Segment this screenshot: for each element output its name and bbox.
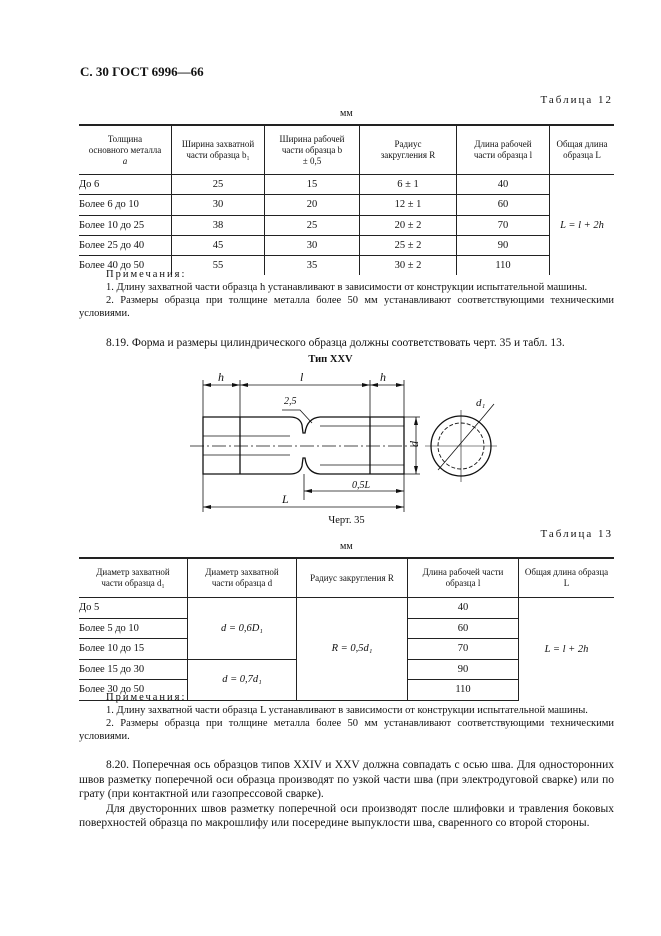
figure-type-label: Тип XXV xyxy=(308,354,353,365)
cell: 55 xyxy=(172,256,265,276)
notes13 xyxy=(79,691,614,743)
page-header: С. 30 ГОСТ 6996—66 xyxy=(80,64,204,79)
dim-total-l: L xyxy=(282,492,289,506)
cell: 25 xyxy=(172,175,265,195)
table13-unit: мм xyxy=(340,541,353,552)
cell: 40 xyxy=(408,598,519,619)
paragraph: Для двусторонних швов разметку поперечной оси производят после шлифовки и травления боковых поверхностей образца по макрошлифу или посередине выпуклости шва, сваренного со второй стороны. xyxy=(79,802,614,829)
note-item: 1. Длину захватной части образца h устанавливают в зависимости от конструкции испытательной машины. xyxy=(106,282,588,293)
cell: 40 xyxy=(457,175,550,195)
specimen-end-view xyxy=(425,404,497,482)
notes-title: Примечания: xyxy=(106,692,187,703)
col-header: Диаметр захватной части образца d₁ xyxy=(79,558,188,598)
paragraph-8-20 xyxy=(79,758,614,831)
paragraph-8-19: 8.19. Форма и размеры цилиндрического образца должны соответствовать черт. 35 и табл. 13. xyxy=(106,337,565,349)
table12-unit: мм xyxy=(340,108,353,119)
col-header: Ширина захватной части образца b₁ xyxy=(172,125,265,175)
col-header: Радиус закругления R xyxy=(297,558,408,598)
cell: Более 30 до 50 xyxy=(79,680,188,701)
cell: 35 xyxy=(265,256,360,276)
cell: 25 ± 2 xyxy=(360,235,457,255)
cell: 30 xyxy=(172,195,265,215)
cell: 15 xyxy=(265,175,360,195)
cell: 25 xyxy=(265,215,360,235)
d-formula-1: d = 0,6D₁ xyxy=(188,598,297,660)
figure-caption: Черт. 35 xyxy=(328,515,365,526)
dim-half-l: 0,5L xyxy=(352,480,371,491)
cell: Более 5 до 10 xyxy=(79,618,188,639)
col-header: Общая длина образца L xyxy=(519,558,615,598)
dim-d1: d₁ xyxy=(476,397,486,409)
radius-formula: R = 0,5d₁ xyxy=(297,598,408,701)
cell: 6 ± 1 xyxy=(360,175,457,195)
cell: 90 xyxy=(457,235,550,255)
cell: 12 ± 1 xyxy=(360,195,457,215)
total-length-formula: L = l + 2h xyxy=(519,598,615,701)
table13-label: Таблица 13 xyxy=(540,528,613,540)
col-header: Диаметр захватной части образца d xyxy=(188,558,297,598)
col-header: Толщина основного металла a xyxy=(79,125,172,175)
col-header: Длина рабочей части образца l xyxy=(457,125,550,175)
dim-l: l xyxy=(300,370,304,384)
cell: 90 xyxy=(408,659,519,680)
cell: До 6 xyxy=(79,175,172,195)
cell: Более 10 до 15 xyxy=(79,639,188,660)
col-header: Длина рабочей части образца l xyxy=(408,558,519,598)
total-length-formula: L = l + 2h xyxy=(550,175,615,276)
cell: 45 xyxy=(172,235,265,255)
cell: 30 ± 2 xyxy=(360,256,457,276)
d-formula-2: d = 0,7d₁ xyxy=(188,659,297,700)
cell: 110 xyxy=(408,680,519,701)
paragraph: 8.20. Поперечная ось образцов типов XXIV и XXV должна совпадать с осью шва. Для односторонних швов разметку поперечной оси образца производят по узкой части шва (при электродуговой сварке) или по грату (при контактной или газопрессовой сварке). xyxy=(79,759,614,800)
specimen-side-view xyxy=(190,417,418,474)
cell: Более 40 до 50 xyxy=(79,256,172,276)
dim-radius: 2,5 xyxy=(284,396,297,407)
note-item: 1. Длину захватной части образца L устанавливают в зависимости от конструкции испытательной машины. xyxy=(106,705,588,716)
dim-h-right: h xyxy=(380,370,386,384)
cell: До 5 xyxy=(79,598,188,619)
notes-title: Примечания: xyxy=(106,269,187,280)
col-header: Ширина рабочей части образца b ± 0,5 xyxy=(265,125,360,175)
dim-d: d xyxy=(407,441,421,447)
cell: Более 10 до 25 xyxy=(79,215,172,235)
note-item: 2. Размеры образца при толщине металла более 50 мм устанавливают соответствующими техническими условиями. xyxy=(79,295,614,319)
note-item: 2. Размеры образца при толщине металла более 50 мм устанавливают соответствующими техническими условиями. xyxy=(79,718,614,742)
dim-h-left: h xyxy=(218,370,224,384)
cell: 110 xyxy=(457,256,550,276)
col-header: Общая длина образца L xyxy=(550,125,615,175)
cell: 20 xyxy=(265,195,360,215)
specimen-outline xyxy=(203,417,404,474)
table12-label: Таблица 12 xyxy=(540,94,613,106)
cell: 20 ± 2 xyxy=(360,215,457,235)
cell: 70 xyxy=(408,639,519,660)
cell: 60 xyxy=(408,618,519,639)
cell: 60 xyxy=(457,195,550,215)
cell: Более 15 до 30 xyxy=(79,659,188,680)
cell: Более 25 до 40 xyxy=(79,235,172,255)
cell: 70 xyxy=(457,215,550,235)
table-13 xyxy=(79,557,614,701)
cell: Более 6 до 10 xyxy=(79,195,172,215)
table-row xyxy=(79,598,614,619)
cell: 30 xyxy=(265,235,360,255)
col-header: Радиус закругления R xyxy=(360,125,457,175)
cell: 38 xyxy=(172,215,265,235)
